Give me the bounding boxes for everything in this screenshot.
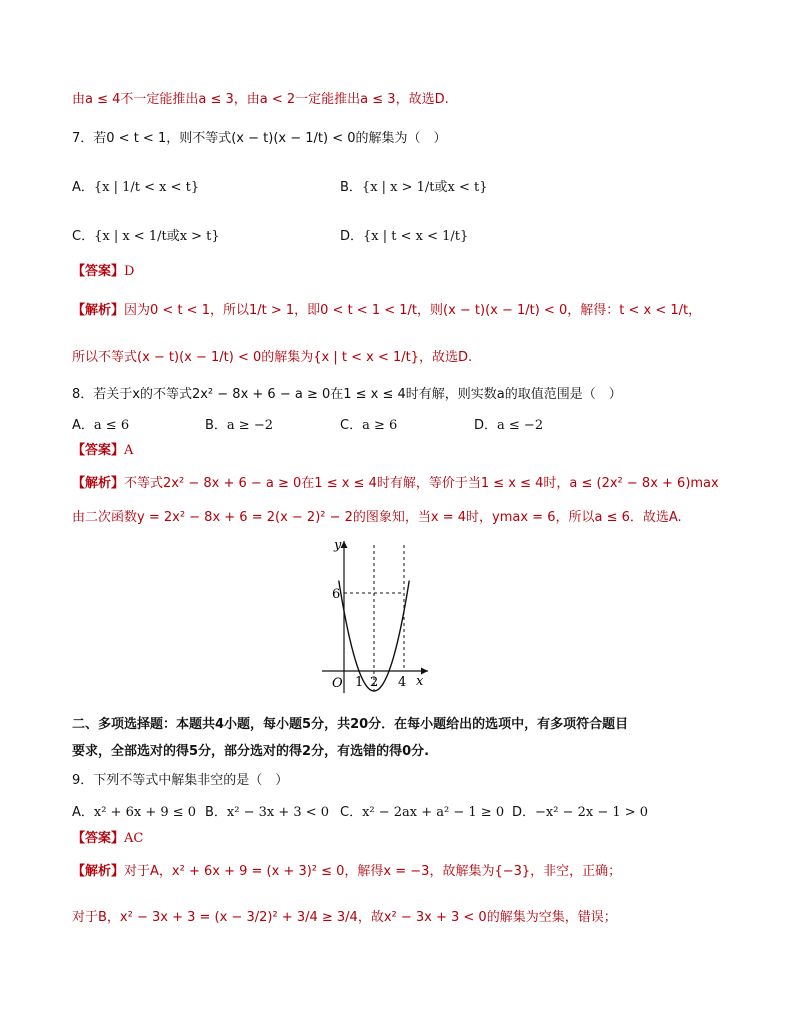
analysis-text: 对于A，x² + 6x + 9 = (x + 3)² ≤ 0，解得x = −3，故解集为{−3}，非空，正确； xyxy=(124,864,622,879)
y-axis-label: y xyxy=(334,538,342,553)
q8-option-c xyxy=(340,414,397,433)
option-label: D． xyxy=(474,418,498,433)
option-label: A． xyxy=(72,418,94,433)
answer-value: D xyxy=(124,264,135,279)
option-label: B． xyxy=(205,805,227,820)
option-text: {x | x > 1/t或x < t} xyxy=(361,180,488,195)
q7-analysis-2: 所以不等式(x − t)(x − 1/t) < 0的解集为{x | t < x < 1/t}，故选D. xyxy=(72,350,473,365)
section-2-heading-line2: 要求，全部选对的得5分，部分选对的得2分，有选错的得0分. xyxy=(72,744,430,759)
previous-analysis-line: 由a ≤ 4不一定能推出a ≤ 3，由a < 2一定能推出a ≤ 3，故选D. xyxy=(72,92,449,107)
answer-value: AC xyxy=(124,831,144,846)
q7-stem: 7．若0 < t < 1，则不等式(x − t)(x − 1/t) < 0的解集为（ ） xyxy=(72,131,447,146)
q7-analysis-1 xyxy=(72,301,701,321)
parabola-graph xyxy=(310,535,450,705)
option-label: C． xyxy=(72,229,95,244)
option-text: a ≥ 6 xyxy=(362,418,398,433)
analysis-text: 不等式2x² − 8x + 6 − a ≥ 0在1 ≤ x ≤ 4时有解，等价于当1 ≤ x ≤ 4时，a ≤ (2x² − 8x + 6)max xyxy=(124,476,719,491)
option-label: A． xyxy=(72,180,94,195)
option-text: x² + 6x + 9 ≤ 0 xyxy=(93,805,197,820)
x-tick-2: 2 xyxy=(370,675,379,690)
answer-tag: 【答案】 xyxy=(72,831,125,846)
q9-analysis-2: 对于B，x² − 3x + 3 = (x − 3/2)² + 3/4 ≥ 3/4，故x² − 3x + 3 < 0的解集为空集，错误； xyxy=(72,910,617,925)
option-label: C． xyxy=(340,805,363,820)
analysis-tag: 【解析】 xyxy=(72,476,125,491)
x-axis-label: x xyxy=(416,674,424,689)
origin-label: O xyxy=(332,676,343,691)
analysis-text: 因为0 < t < 1，所以1/t > 1，即0 < t < 1 < 1/t，则(x − t)(x − 1/t) < 0，解得：t < x < 1/t， xyxy=(124,303,702,318)
q9-option-b xyxy=(205,801,329,820)
option-text: {x | 1/t < x < t} xyxy=(93,180,200,195)
x-tick-4: 4 xyxy=(398,675,407,690)
q8-analysis-1 xyxy=(72,474,719,494)
q9-option-d xyxy=(512,801,648,820)
q7-option-c xyxy=(72,225,220,244)
q8-option-b xyxy=(205,414,273,433)
analysis-tag: 【解析】 xyxy=(72,864,125,879)
q9-option-a xyxy=(72,801,196,820)
option-text: −x² − 2x − 1 > 0 xyxy=(535,805,649,820)
option-label: A． xyxy=(72,805,94,820)
answer-value: A xyxy=(124,443,134,458)
option-label: D． xyxy=(512,805,536,820)
option-text: a ≤ −2 xyxy=(497,418,544,433)
q9-option-c xyxy=(340,801,504,820)
analysis-tag: 【解析】 xyxy=(72,303,125,318)
q8-analysis-2: 由二次函数y = 2x² − 8x + 6 = 2(x − 2)² − 2的图象知，当x = 4时，ymax = 6，所以a ≤ 6．故选A. xyxy=(72,510,682,525)
section-2-heading-line1: 二、多项选择题：本题共4小题，每小题5分，共20分．在每小题给出的选项中，有多项符合题目 xyxy=(72,717,629,732)
option-text: {x | t < x < 1/t} xyxy=(363,229,469,244)
q7-option-a xyxy=(72,176,199,195)
x-tick-1: 1 xyxy=(355,675,364,690)
q9-analysis-1 xyxy=(72,862,621,882)
option-text: {x | x < 1/t或x > t} xyxy=(94,229,220,244)
q8-stem: 8．若关于x的不等式2x² − 8x + 6 − a ≥ 0在1 ≤ x ≤ 4时有解，则实数a的取值范围是（ ） xyxy=(72,387,622,402)
option-text: a ≥ −2 xyxy=(226,418,273,433)
option-label: B． xyxy=(205,418,227,433)
q7-option-d xyxy=(340,225,468,244)
q7-option-b xyxy=(340,176,488,195)
option-label: B． xyxy=(340,180,362,195)
q9-answer xyxy=(72,829,143,849)
option-text: a ≤ 6 xyxy=(93,418,130,433)
option-label: C． xyxy=(340,418,363,433)
option-label: D． xyxy=(340,229,364,244)
answer-tag: 【答案】 xyxy=(72,443,125,458)
q8-option-a xyxy=(72,414,129,433)
answer-tag: 【答案】 xyxy=(72,264,125,279)
option-text: x² − 2ax + a² − 1 ≥ 0 xyxy=(362,805,505,820)
q7-answer xyxy=(72,262,134,282)
q9-stem: 9．下列不等式中解集非空的是（ ） xyxy=(72,773,289,788)
q8-answer xyxy=(72,441,133,461)
option-text: x² − 3x + 3 < 0 xyxy=(226,805,330,820)
q8-option-d xyxy=(474,414,543,433)
y-tick-6: 6 xyxy=(332,587,341,602)
